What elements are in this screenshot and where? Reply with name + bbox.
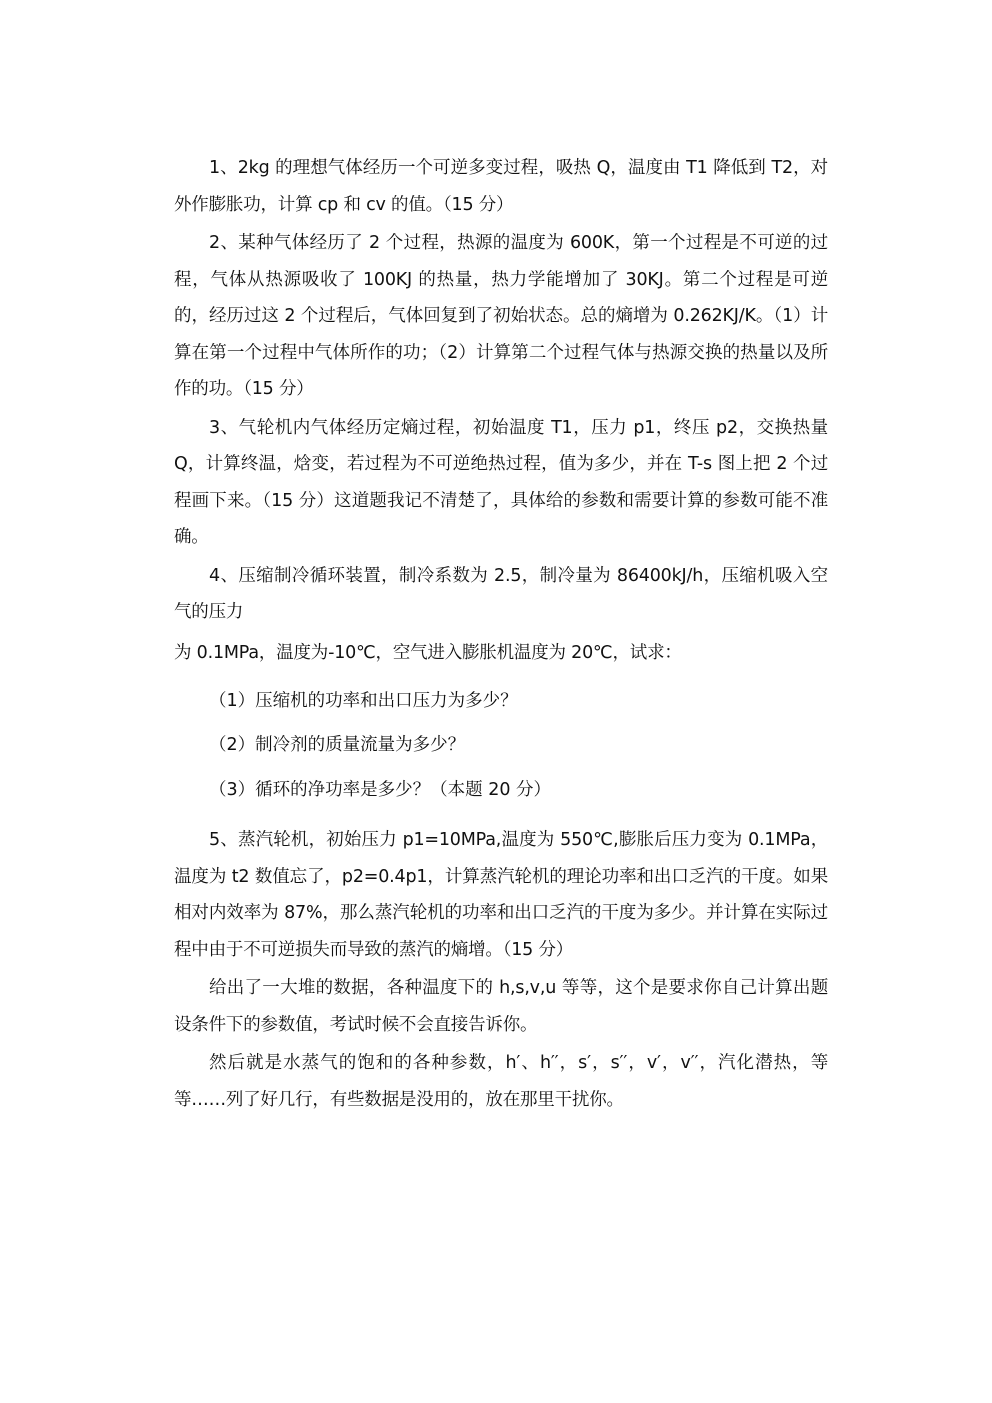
question-4-line-1: 4、压缩制冷循环装置，制冷系数为 2.5，制冷量为 86400kJ/h，压缩机吸入空气的压力	[174, 565, 828, 622]
question-5: 5、蒸汽轮机，初始压力 p1=10MPa,温度为 550℃,膨胀后压力变为 0.1MPa，温度为 t2 数值忘了，p2=0.4p1，计算蒸汽轮机的理论功率和出口乏汽的干度。如果相对内效率为 87%，那么蒸汽轮机的功率和出口乏汽的干度为多少。并计算在实际过程中由于不可逆损失而导致的蒸汽的熵增。（15 分）	[174, 830, 828, 960]
question-1: 1、2kg 的理想气体经历一个可逆多变过程，吸热 Q，温度由 T1 降低到 T2，对外作膨胀功，计算 cp 和 cv 的值。（15 分）	[174, 158, 828, 215]
document-body	[174, 150, 828, 1118]
question-2: 2、某种气体经历了 2 个过程，热源的温度为 600K，第一个过程是不可逆的过程，气体从热源吸收了 100KJ 的热量，热力学能增加了 30KJ。第二个过程是可逆的，经历过这 2 个过程后，气体回复到了初始状态。总的熵增为 0.262KJ/K。（1）计算在第一个过程中气体所作的功；（2）计算第二个过程气体与热源交换的热量以及所作的功。（15 分）	[174, 233, 828, 399]
note-saturation-params: 然后就是水蒸气的饱和的各种参数，h′、h′′，s′，s′′，v′，v′′，汽化潜热，等等……列了好几行，有些数据是没用的，放在那里干扰你。	[174, 1053, 828, 1110]
question-4-line-2: 为 0.1MPa，温度为-10℃，空气进入膨胀机温度为 20℃，试求：	[174, 642, 682, 663]
subquestion-2: （2）制冷剂的质量流量为多少？	[209, 735, 466, 755]
question-3: 3、气轮机内气体经历定熵过程，初始温度 T1，压力 p1，终压 p2，交换热量 Q，计算终温，焓变，若过程为不可逆绝热过程，值为多少，并在 T-s 图上把 2 个过程画下来。（15 分）这道题我记不清楚了，具体给的参数和需要计算的参数可能不准确。	[174, 417, 828, 547]
subquestion-1: （1）压缩机的功率和出口压力为多少？	[209, 690, 518, 711]
note-data-tables: 给出了一大堆的数据，各种温度下的 h,s,v,u 等等，这个是要求你自己计算出题设条件下的参数值，考试时候不会直接告诉你。	[174, 978, 828, 1035]
question-4-subquestions	[174, 683, 828, 809]
subquestion-3: （3）循环的净功率是多少？（本题 20 分）	[209, 779, 552, 800]
